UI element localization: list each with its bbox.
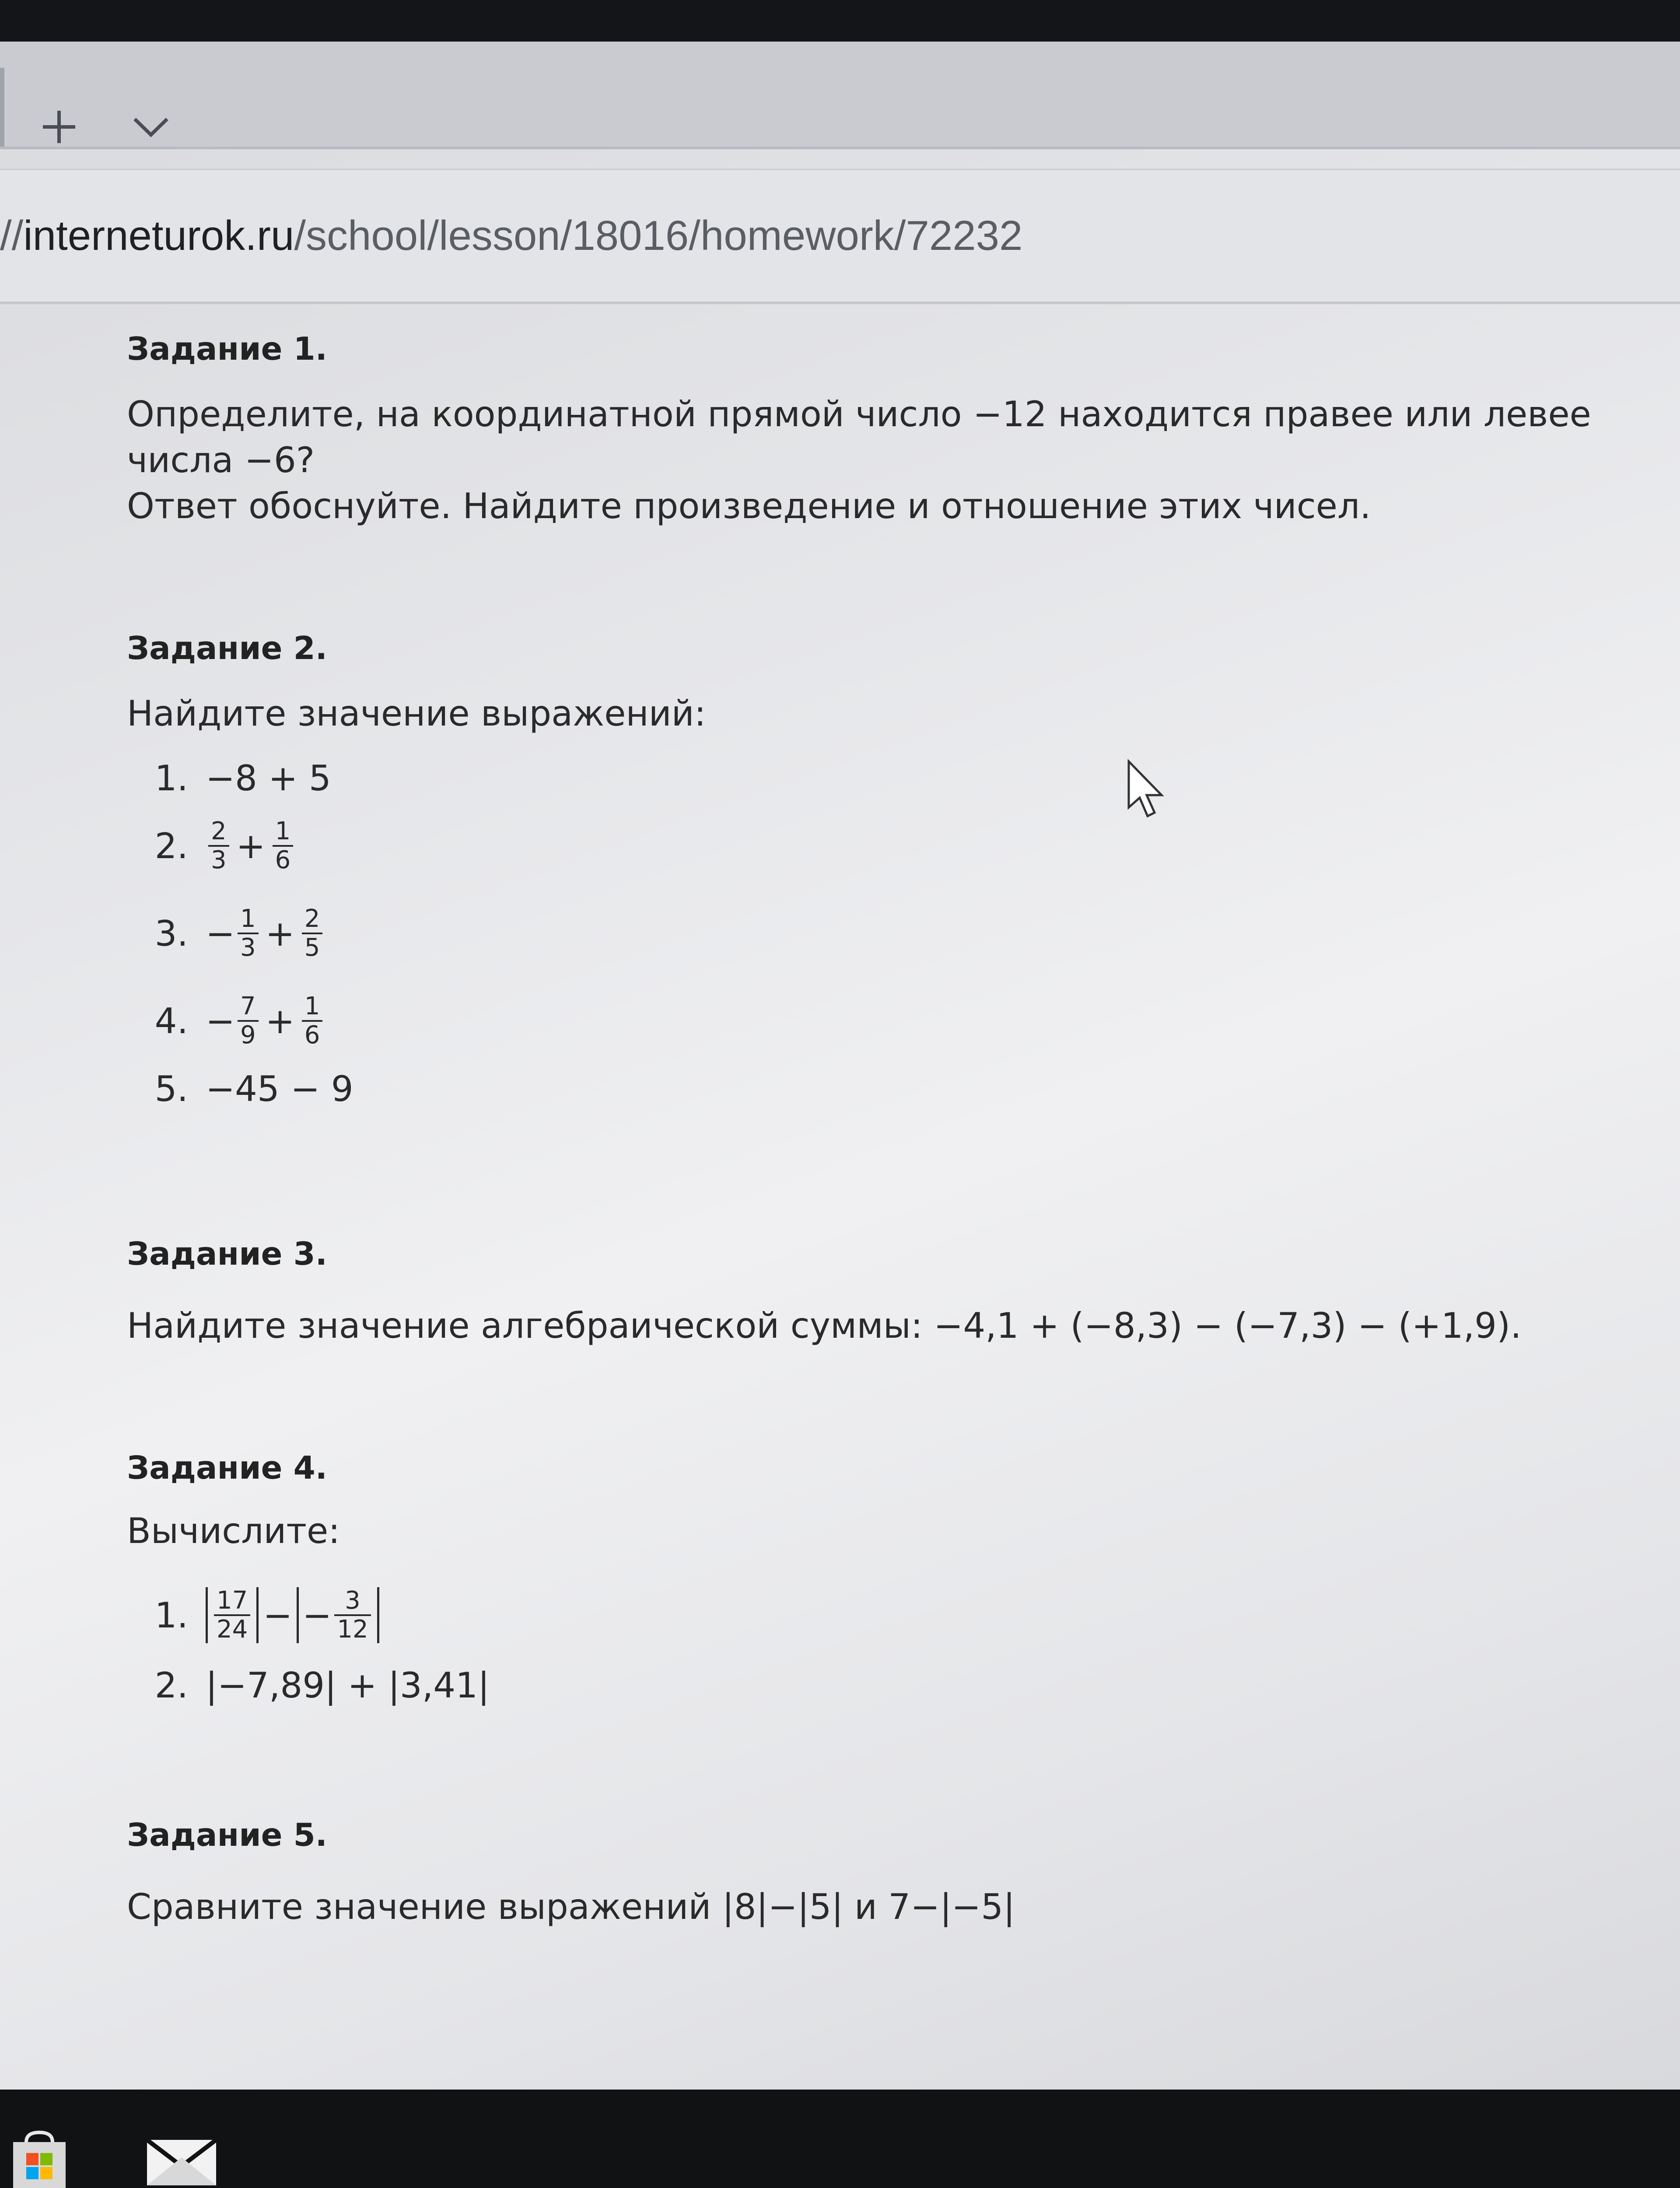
list-item [127,754,1641,802]
item-number: 1. [154,1595,188,1636]
task-2-list [127,754,1641,1113]
taskbar [0,2090,1680,2188]
denominator: 24 [217,1615,248,1644]
list-item [127,890,1641,977]
fraction [334,1587,371,1643]
item-number: 5. [154,1068,188,1109]
operator: − [263,1595,293,1636]
item-number: 4. [154,1000,188,1041]
expression: |−7,89| + |3,41| [206,1665,490,1706]
numerator: 17 [217,1586,248,1615]
item-number: 2. [154,825,188,866]
tab-list-button[interactable] [127,103,175,151]
homework-content [127,330,1641,1930]
url-host: interneturok.ru [23,212,294,259]
list-item [127,1571,1641,1659]
absolute-value [297,1587,379,1643]
numerator: 1 [304,992,320,1020]
browser-window [0,42,1680,2090]
numerator: 7 [240,992,256,1020]
mouse-cursor-icon [1127,759,1166,820]
operator: + [236,825,266,866]
fraction [302,993,323,1049]
mail-icon[interactable] [144,2131,219,2188]
denominator: 6 [304,1021,320,1049]
plus-icon [39,107,79,147]
list-item [127,977,1641,1065]
numerator: 2 [304,905,320,933]
task-4-list [127,1571,1641,1711]
fraction [238,905,259,961]
denominator: 3 [211,846,227,874]
item-number: 3. [154,913,188,954]
operator: + [265,913,295,954]
fraction [273,818,294,874]
task-1-line-1: Определите, на координатной прямой число −12 находится правее или левее числа −6? [127,394,1591,480]
numerator: 2 [211,817,227,845]
task-2-title: Задание 2. [127,630,328,666]
task-4-prompt: Вычислите: [127,1511,340,1551]
denominator: 5 [304,933,320,962]
list-item [127,802,1641,890]
denominator: 9 [240,1021,256,1049]
task-3-title: Задание 3. [127,1235,328,1272]
denominator: 3 [240,933,256,962]
sign: − [206,913,235,954]
new-tab-button[interactable] [35,103,83,151]
address-bar[interactable] [0,168,1680,304]
fraction [208,818,229,874]
task-2-prompt: Найдите значение выражений: [127,693,706,734]
numerator: 3 [345,1586,360,1615]
fraction [238,993,259,1049]
task-4-title: Задание 4. [127,1449,328,1486]
task-5-title: Задание 5. [127,1816,328,1853]
numerator: 1 [275,817,291,845]
tab-strip [0,42,1680,149]
fraction [214,1587,250,1643]
task-1-title: Задание 1. [127,330,328,367]
sign: − [302,1595,332,1636]
operator: + [265,1000,295,1041]
device-bezel [0,0,1680,42]
chevron-down-icon [131,114,171,140]
sign: − [206,1000,235,1041]
absolute-value [206,1587,259,1643]
expression: −8 + 5 [206,757,331,799]
fraction [302,905,323,961]
url-path: /school/lesson/18016/homework/72232 [294,212,1023,259]
denominator: 12 [337,1615,368,1644]
tab-edge [0,68,4,147]
task-5-text: Сравните значение выражений |8|−|5| и 7−|−5| [127,1886,1015,1927]
item-number: 2. [154,1665,188,1706]
expression: −45 − 9 [206,1068,354,1109]
task-1-line-2: Ответ обоснуйте. Найдите произведение и отношение этих чисел. [127,486,1371,526]
denominator: 6 [275,846,291,874]
url-text[interactable] [0,212,1022,260]
item-number: 1. [154,757,188,799]
numerator: 1 [240,905,256,933]
task-3-text: Найдите значение алгебраической суммы: −4,1 + (−8,3) − (−7,3) − (+1,9). [127,1305,1522,1346]
store-icon[interactable] [9,2129,70,2188]
url-prefix: // [0,212,24,259]
list-item [127,1659,1641,1711]
list-item [127,1065,1641,1113]
